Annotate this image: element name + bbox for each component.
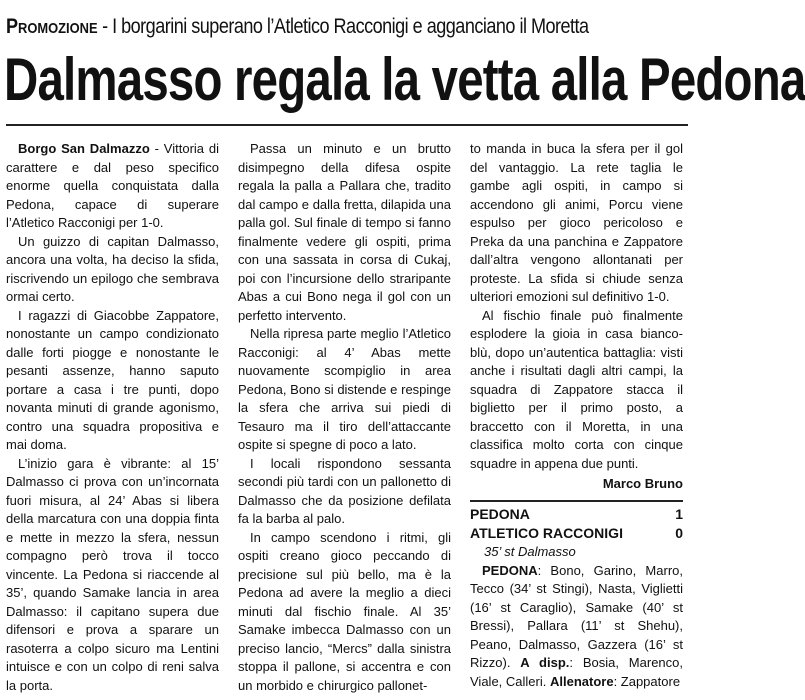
- home-team-score: 1: [675, 506, 683, 522]
- paragraph-4: L’inizio gara è vibrante: al 15’ Dalmasso ci prova con un’incornata fuori misura, al 24’ Abas si libera della marcatura con una doppia finta e mette in mezzo la sfera, nessun compagno però trova il tocco vincente. La Pedona si riaccende al 35’, quando Samake lancia in area Dalmasso: il capitano supera due difensori e prova a sparare un rasoterra a colpo sicuro ma Lentini intuisce e con un colpo di reni salva la porta.: [6, 455, 219, 693]
- team-lineup: [470, 562, 683, 692]
- paragraph-8-part-2: to manda in buca la sfera per il gol del vantaggio. La rete taglia le gambe agli ospiti, in campo si accendono gli animi, Porcu viene espulso per gioco pericoloso e Preka da una panchina e Zappatore dall’altra vengono allontanati per proteste. La sfida si chiude senza ulteriori emozioni sul definitivo 1-0.: [470, 141, 683, 304]
- author-signature: Marco Bruno: [602, 476, 683, 491]
- paragraph-1-text: - Vittoria di carattere e dal peso specifico enorme quella conquistata dalla Pedona, capace di superare l’Atletico Racconigi per 1-0.: [6, 141, 220, 230]
- coach-label: Allenatore: [549, 673, 614, 689]
- paragraph-6: Nella ripresa parte meglio l’Atletico Racconigi: al 4’ Abas mette nuovamente scompiglio in area Pedona, Bono si distende e respinge la sfera che arriva sui piedi di Tesauro ma il tiro dell’attaccante ospite si spegne di poco a lato.: [238, 326, 451, 452]
- paragraph-9: Al fischio finale può finalmente esplodere la gioia in casa bianco-blù, dopo un’autentica battaglia: visti anche i risultati dagli altri campi, la squadra di Zappatore stacca il biglietto per il primo posto, a braccetto con il Moretta, in una classifica molto corta con cinque squadre in appena due punti.: [470, 307, 683, 471]
- article-column-1: [6, 140, 219, 695]
- dateline: Borgo San Dalmazzo: [18, 141, 150, 156]
- article-column-2: [238, 140, 451, 695]
- home-score-row: [470, 505, 683, 524]
- match-scorebox: [470, 500, 683, 691]
- headline-rule: [6, 124, 688, 126]
- lineup-players: : Bono, Garino, Marro, Tecco (34’ st Stingi), Nasta, Viglietti (16’ st Caraglio), Samake (40’ st Bressi), Pallara (11’ st Shehu), Peano, Dalmasso, Gazzera (16’ st Rizzo).: [470, 562, 683, 670]
- bench-label: A disp.: [520, 655, 570, 670]
- scorebox-rule: [470, 500, 683, 502]
- away-score-row: [470, 524, 683, 543]
- home-team-name: PEDONA: [470, 506, 530, 522]
- paragraph-2: Un guizzo di capitan Dalmasso, ancora una volta, ha deciso la sfida, riscrivendo un epilogo che sembrava ormai certo.: [6, 233, 219, 304]
- paragraph-1: [6, 140, 219, 233]
- coach-name: : Zappatore: [613, 673, 681, 689]
- headline: Dalmasso regala la vetta alla Pedona: [4, 46, 805, 113]
- paragraph-5: Passa un minuto e un brutto disimpegno della difesa ospite regala la palla a Pallara che, tradito dal campo e dalla fretta, dilapida una palla gol. Sul finale di tempo si fanno finalmente vedere gli ospiti, prima con una sassata in corsa di Cukaj, poi con l’incursione dello straripante Abas a cui Bono nega il gol con un perfetto intervento.: [238, 141, 451, 323]
- section-label: Promozione: [6, 15, 98, 38]
- kicker-line: [6, 14, 594, 40]
- kicker-text: I borgarini superano l’Atletico Racconigi e agganciano il Moretta: [112, 15, 589, 38]
- article-column-3: [470, 140, 683, 494]
- away-team-score: 0: [675, 525, 683, 541]
- bench-players: : Bosia, Marenco, Viale, Calleri.: [470, 655, 683, 689]
- away-team-name: ATLETICO RACCONIGI: [470, 525, 623, 541]
- paragraph-3: I ragazzi di Giacobbe Zappatore, nonostante un campo condizionato dalle forti piogge e nonostante le pesanti assenze, hanno saputo portare a casa i tre punti, dopo novanta minuti di grande agonismo, contro una squadra propositiva e mai doma.: [6, 307, 219, 452]
- goal-scorer: 35’ st Dalmasso: [484, 544, 576, 559]
- kicker-separator: -: [97, 15, 113, 38]
- lineup-team-name: PEDONA: [482, 562, 538, 578]
- paragraph-8-part-1: In campo scendono i ritmi, gli ospiti creano gioco peccando di precisione sul più bello, ma è la Pedona ad avere la meglio a dieci minuti dal fischio finale. Al 35’ Samake imbecca Dalmasso con un preciso lancio, “Mercs” dalla sinistra stoppa il pallone, si accentra e con un morbido e chirurgico pallonet-: [238, 529, 451, 693]
- paragraph-7: I locali rispondono sessanta secondi più tardi con un pallonetto di Dalmasso che da posizione defilata fa la barba al palo.: [238, 455, 451, 526]
